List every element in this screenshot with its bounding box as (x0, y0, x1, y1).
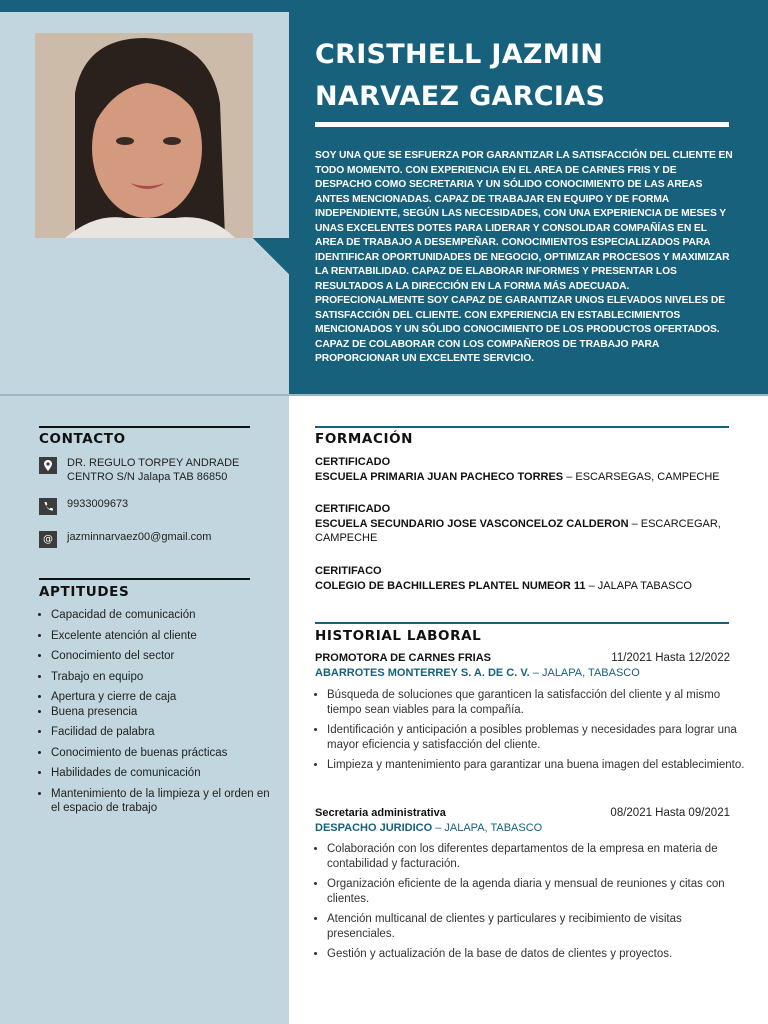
work-title: HISTORIAL LABORAL (315, 628, 482, 644)
job-dates: 08/2021 Hasta 09/2021 (610, 807, 730, 819)
job-title: Secretaria administrativa (315, 807, 446, 819)
skill-item: • Habilidades de comunicación (51, 766, 281, 781)
edu-school: ESCUELA SECUNDARIO JOSE VASCONCELOZ CALDERON (315, 517, 629, 530)
job-company: ABARROTES MONTERREY S. A. DE C. V. (315, 666, 530, 679)
edu-location: – ESCARCEGAR, CAMPECHE (315, 517, 721, 544)
profile-photo (35, 33, 253, 238)
contact-rule (39, 426, 250, 428)
education-item (315, 564, 735, 593)
edu-degree: CERITIFACO (315, 565, 382, 577)
job-title: PROMOTORA DE CARNES FRIAS (315, 652, 492, 664)
photo-corner-accent (253, 238, 289, 274)
email-text[interactable]: jazminnarvaez00@gmail.com (67, 531, 212, 543)
edu-degree: CERTIFICADO (315, 456, 391, 468)
skill-item: • Apertura y cierre de caja (51, 690, 281, 705)
education-item (315, 502, 735, 546)
skills-rule (39, 578, 250, 580)
skill-item: • Excelente atención al cliente (51, 629, 281, 644)
job-bullet: • Gestión y actualización de la base de datos de clientes y proyectos. (327, 947, 745, 962)
work-rule (315, 622, 729, 624)
phone-text: 9933009673 (67, 498, 129, 510)
job-header (315, 651, 730, 680)
job-bullet: • Colaboración con los diferentes departamentos de la empresa en materia de contabilidad y facturación. (327, 842, 745, 872)
skill-item: • Mantenimiento de la limpieza y el orden en el espacio de trabajo (51, 787, 281, 816)
candidate-name (315, 34, 735, 118)
job-bullets (313, 688, 745, 778)
job-bullet: • Atención multicanal de clientes y particulares y recibimiento de visitas presenciales. (327, 912, 745, 942)
address-text: DR. REGULO TORPEY ANDRADE CENTRO S/N Jalapa TAB 86850 (67, 457, 240, 483)
job-location: – JALAPA, TABASCO (432, 821, 543, 834)
skill-item: • Trabajo en equipo (51, 670, 281, 685)
job-dates: 11/2021 Hasta 12/2022 (611, 652, 730, 664)
skill-item: • Facilidad de palabra (51, 725, 281, 740)
skills-title: APTITUDES (39, 584, 130, 600)
job-company: DESPACHO JURIDICO (315, 821, 433, 834)
skill-item: • Buena presencia (51, 705, 281, 720)
education-item (315, 455, 735, 484)
job-header (315, 806, 730, 835)
top-strip (0, 0, 289, 12)
phone-icon (39, 498, 57, 515)
contact-phone (39, 497, 269, 517)
job-bullet: • Identificación y anticipación a posibles problemas y necesidades para lograr una mayor eficiencia y satisfacción del cliente. (327, 723, 745, 753)
edu-school: ESCUELA PRIMARIA JUAN PACHECO TORRES (315, 470, 564, 483)
location-icon (39, 457, 57, 474)
contact-address (39, 456, 269, 486)
skills-list (38, 608, 281, 822)
name-line-2: NARVAEZ GARCIAS (315, 81, 606, 112)
job-location: – JALAPA, TABASCO (529, 666, 640, 679)
job-bullets (313, 842, 745, 967)
job-bullet: • Limpieza y mantenimiento para garantizar una buena imagen del establecimiento. (327, 758, 745, 773)
edu-school: COLEGIO DE BACHILLERES PLANTEL NUMEOR 11 (315, 579, 586, 592)
skill-item: • Conocimiento del sector (51, 649, 281, 664)
skill-item: • Capacidad de comunicación (51, 608, 281, 623)
job-bullet: • Organización eficiente de la agenda diaria y mensual de reuniones y citas con clientes. (327, 877, 745, 907)
profile-summary: SOY UNA QUE SE ESFUERZA POR GARANTIZAR LA SATISFACCIÓN DEL CLIENTE EN TODO MOMENTO. CON EXPERIENCIA EN EL AREA DE CARNES FRIS Y DE DESPACHO COMO SECRETARIA Y UN SÓLIDO CONOCIMIENTO DE LAS AREAS ANTES MENCIONADAS. CAPAZ DE TRABAJAR EN EQUIPO Y DE FORMA INDEPENDIENTE, SEGÚN LAS NECESIDADES, CON UNA EXPERIENCIA DE MESES Y UNAS EXCELENTES DOTES PARA LIDERAR Y CONSOLIDAR COMPAÑÍAS EN EL AREA DE TRABAJO A DESEMPEÑAR. CONOCIMIENTOS ESPECIALIZADOS PARA IDENTIFICAR OPORTUNIDADES DE NEGOCIO, OPTIMIZAR PROCESOS Y MAXIMIZAR LA RENTABILIDAD. CAPAZ DE ELABORAR INFORMES Y PRESENTAR LOS RESULTADOS A LA DIRECCIÓN EN LA FORMA MÁS ADECUADA. PROFECIONALMENTE SOY CAPAZ DE GARANTIZAR UNOS ELEVADOS NIVELES DE SATISFACCIÓN DEL CLIENTE. CON EXPERIENCIA EN ESTABLECIMIENTOS MENCIONADOS Y UN SÓLIDO CONOCIMIENTO DE LOS PRODUCTOS OFERTADOS. CAPAZ DE COLABORAR CON LOS COMPAÑEROS DE TRABAJO PARA PROPORCIONAR UN EXCELENTE SERVICIO. (315, 150, 733, 364)
name-line-1: CRISTHELL JAZMIN (315, 39, 604, 70)
contact-email (39, 530, 269, 550)
education-rule (315, 426, 729, 428)
section-divider (0, 394, 768, 396)
edu-degree: CERTIFICADO (315, 503, 391, 515)
name-underline (315, 122, 729, 127)
edu-location: – JALAPA TABASCO (585, 579, 692, 592)
edu-location: – ESCARSEGAS, CAMPECHE (563, 470, 720, 483)
contact-title: CONTACTO (39, 431, 126, 447)
skill-item: • Conocimiento de buenas prácticas (51, 746, 281, 761)
job-bullet: • Búsqueda de soluciones que garanticen la satisfacción del cliente y al mismo tiempo sean viables para la compañía. (327, 688, 745, 718)
education-title: FORMACIÓN (315, 431, 414, 447)
email-icon: @ (39, 531, 57, 548)
